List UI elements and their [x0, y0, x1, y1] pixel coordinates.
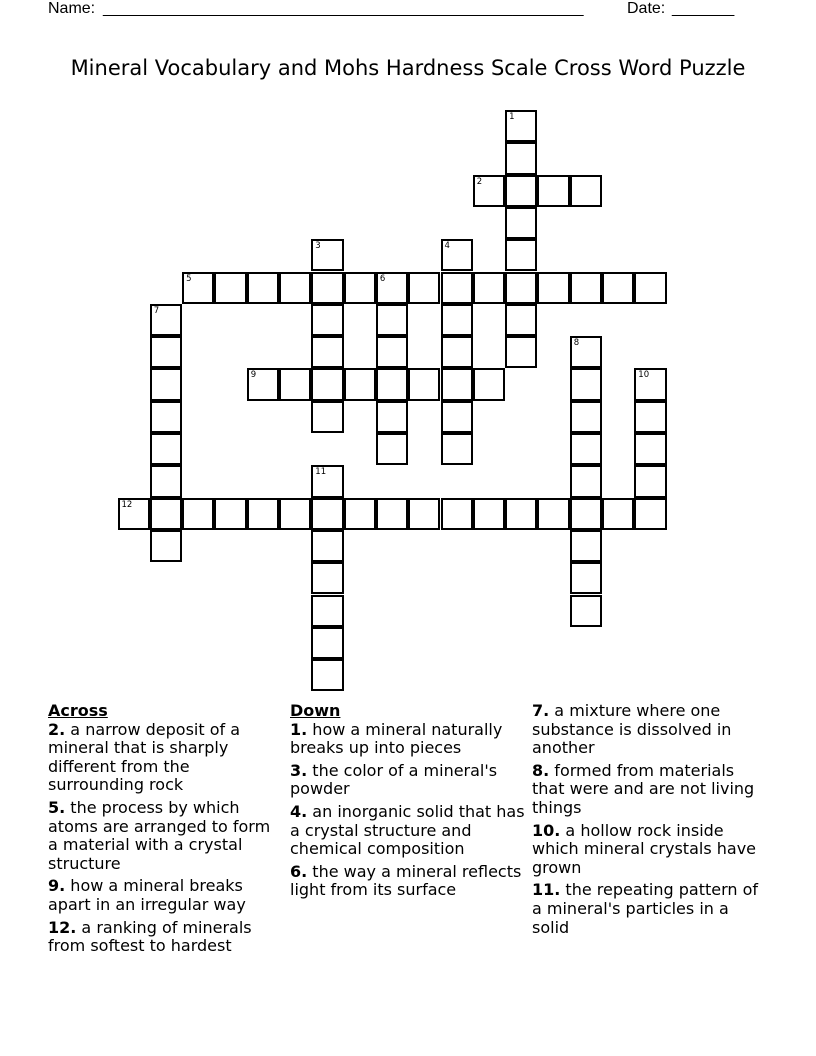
grid-cell[interactable]: [247, 368, 279, 400]
clue-down-6: [290, 863, 526, 900]
grid-cell[interactable]: [311, 530, 343, 562]
clue-across-12: [48, 919, 284, 956]
clue-number: 5.: [48, 797, 66, 817]
grid-cell[interactable]: [311, 562, 343, 594]
cell-number: 6: [379, 273, 386, 284]
clue-number: 11.: [532, 880, 561, 900]
clue-across-5: [48, 799, 284, 873]
grid-cell[interactable]: [376, 433, 408, 465]
clue-text: a hollow rock inside which mineral crystals have grown: [532, 820, 757, 877]
grid-cell[interactable]: [570, 175, 602, 207]
clue-text: how a mineral naturally breaks up into pieces: [290, 719, 503, 758]
grid-cell[interactable]: [570, 433, 602, 465]
clue-text: a narrow deposit of a mineral that is sharply different from the surrounding rock: [48, 719, 241, 795]
clue-down-10: [532, 822, 768, 878]
grid-cell[interactable]: [376, 401, 408, 433]
grid-cell[interactable]: [214, 272, 246, 304]
grid-cell[interactable]: [634, 272, 666, 304]
clue-text: the way a mineral reflects light from its surface: [290, 861, 522, 900]
grid-cell[interactable]: [118, 498, 150, 530]
grid-cell[interactable]: [311, 368, 343, 400]
grid-cell[interactable]: [441, 368, 473, 400]
clue-text: how a mineral breaks apart in an irregular way: [48, 876, 246, 914]
grid-cell[interactable]: [570, 401, 602, 433]
grid-cell[interactable]: [311, 595, 343, 627]
grid-cell[interactable]: [150, 336, 182, 368]
grid-cell[interactable]: [214, 498, 246, 530]
grid-cell[interactable]: [570, 336, 602, 368]
cell-number: 4: [444, 241, 450, 252]
grid-cell[interactable]: [634, 498, 666, 530]
across-heading: Across: [48, 701, 108, 720]
grid-cell[interactable]: [311, 498, 343, 530]
cell-number: 8: [573, 338, 580, 349]
cell-number: 10: [638, 370, 650, 381]
grid-cell[interactable]: [247, 272, 279, 304]
grid-cell[interactable]: [376, 368, 408, 400]
cell-number: 2: [476, 176, 483, 187]
clue-down-4: [290, 803, 526, 859]
grid-cell[interactable]: [634, 465, 666, 497]
grid-cell[interactable]: [344, 368, 376, 400]
grid-cell[interactable]: [376, 336, 408, 368]
grid-cell[interactable]: [570, 530, 602, 562]
grid-cell[interactable]: [150, 304, 182, 336]
grid-cell[interactable]: [570, 465, 602, 497]
grid-cell[interactable]: [634, 368, 666, 400]
grid-cell[interactable]: [150, 465, 182, 497]
grid-cell[interactable]: [634, 433, 666, 465]
grid-cell[interactable]: [182, 272, 214, 304]
across-clues: [48, 702, 284, 960]
grid-cell[interactable]: [311, 627, 343, 659]
down-clues: [290, 702, 526, 904]
clue-down-7: [532, 702, 768, 758]
clue-number: 4.: [290, 801, 308, 821]
clue-text: an inorganic solid that has a crystal structure and chemical composition: [290, 801, 525, 859]
down-clues-continued: [532, 702, 768, 941]
grid-cell[interactable]: [150, 433, 182, 465]
grid-cell[interactable]: [311, 465, 343, 497]
clue-text: a mixture where one substance is dissolved in another: [532, 701, 732, 758]
grid-cell[interactable]: [602, 272, 634, 304]
grid-cell[interactable]: [505, 110, 537, 142]
clue-number: 1.: [290, 719, 308, 739]
grid-cell[interactable]: [279, 272, 311, 304]
clue-down-1: [290, 721, 526, 758]
grid-cell[interactable]: [311, 304, 343, 336]
cell-number: 7: [153, 305, 160, 316]
grid-cell[interactable]: [150, 368, 182, 400]
grid-cell[interactable]: [473, 498, 505, 530]
grid-cell[interactable]: [150, 401, 182, 433]
grid-cell[interactable]: [408, 368, 440, 400]
name-label: Name:: [48, 0, 96, 17]
grid-cell[interactable]: [408, 272, 440, 304]
grid-cell[interactable]: [376, 272, 408, 304]
clue-down-11: [532, 881, 768, 937]
grid-cell[interactable]: [311, 239, 343, 271]
clue-text: the repeating pattern of a mineral's particles in a solid: [532, 880, 759, 937]
grid-cell[interactable]: [344, 498, 376, 530]
down-heading: Down: [290, 701, 341, 720]
grid-cell[interactable]: [311, 401, 343, 433]
clue-down-8: [532, 762, 768, 818]
grid-cell[interactable]: [537, 498, 569, 530]
grid-cell[interactable]: [441, 239, 473, 271]
date-line[interactable]: _______: [672, 0, 735, 17]
clue-number: 12.: [48, 917, 77, 937]
clue-across-2: [48, 721, 284, 795]
clue-number: 2.: [48, 719, 66, 739]
grid-cell[interactable]: [247, 498, 279, 530]
grid-cell[interactable]: [634, 401, 666, 433]
grid-cell[interactable]: [344, 272, 376, 304]
grid-cell[interactable]: [505, 498, 537, 530]
grid-cell[interactable]: [537, 175, 569, 207]
clue-down-3: [290, 762, 526, 799]
clue-number: 9.: [48, 876, 66, 896]
date-label: Date:: [627, 0, 666, 17]
grid-cell[interactable]: [408, 498, 440, 530]
grid-cell[interactable]: [279, 498, 311, 530]
clue-text: formed from materials that were and are not living things: [532, 760, 755, 817]
grid-cell[interactable]: [441, 304, 473, 336]
grid-cell[interactable]: [570, 562, 602, 594]
grid-cell[interactable]: [570, 498, 602, 530]
grid-cell[interactable]: [150, 498, 182, 530]
cell-number: 5: [186, 273, 192, 284]
grid-cell[interactable]: [441, 272, 473, 304]
grid-cell[interactable]: [570, 595, 602, 627]
grid-cell[interactable]: [505, 336, 537, 368]
name-line[interactable]: ______________________________________________________: [103, 0, 584, 17]
cell-number: 3: [315, 241, 321, 252]
cell-number: 12: [121, 499, 133, 510]
grid-cell[interactable]: [602, 498, 634, 530]
grid-cell[interactable]: [311, 272, 343, 304]
cell-number: 11: [315, 467, 327, 478]
grid-cell[interactable]: [505, 142, 537, 174]
clue-number: 10.: [532, 820, 561, 840]
grid-cell[interactable]: [376, 498, 408, 530]
grid-cell[interactable]: [182, 498, 214, 530]
grid-cell[interactable]: [150, 530, 182, 562]
grid-cell[interactable]: [441, 336, 473, 368]
grid-cell[interactable]: [505, 175, 537, 207]
cell-number: 1: [509, 112, 515, 122]
clue-text: a ranking of minerals from softest to hardest: [48, 917, 252, 956]
clue-number: 6.: [290, 861, 308, 881]
puzzle-title: Mineral Vocabulary and Mohs Hardness Scale Cross Word Puzzle: [70, 56, 746, 80]
grid-cell[interactable]: [505, 239, 537, 271]
cell-number: 9: [250, 370, 257, 381]
clue-text: the color of a mineral's powder: [290, 760, 498, 799]
grid-cell[interactable]: [473, 175, 505, 207]
grid-cell[interactable]: [441, 433, 473, 465]
grid-cell[interactable]: [473, 368, 505, 400]
grid-cell[interactable]: [441, 498, 473, 530]
grid-cell[interactable]: [311, 336, 343, 368]
clue-across-9: [48, 877, 284, 914]
grid-cell[interactable]: [505, 207, 537, 239]
clue-text: the process by which atoms are arranged to form a material with a crystal structure: [48, 797, 271, 873]
grid-cell[interactable]: [505, 304, 537, 336]
grid-cell[interactable]: [537, 272, 569, 304]
clue-number: 8.: [532, 760, 550, 780]
grid-cell[interactable]: [505, 272, 537, 304]
clue-number: 7.: [532, 701, 550, 720]
grid-cell[interactable]: [570, 368, 602, 400]
grid-cell[interactable]: [473, 272, 505, 304]
grid-cell[interactable]: [311, 659, 343, 691]
grid-cell[interactable]: [376, 304, 408, 336]
clue-number: 3.: [290, 760, 308, 780]
grid-cell[interactable]: [570, 272, 602, 304]
grid-cell[interactable]: [441, 401, 473, 433]
grid-cell[interactable]: [279, 368, 311, 400]
